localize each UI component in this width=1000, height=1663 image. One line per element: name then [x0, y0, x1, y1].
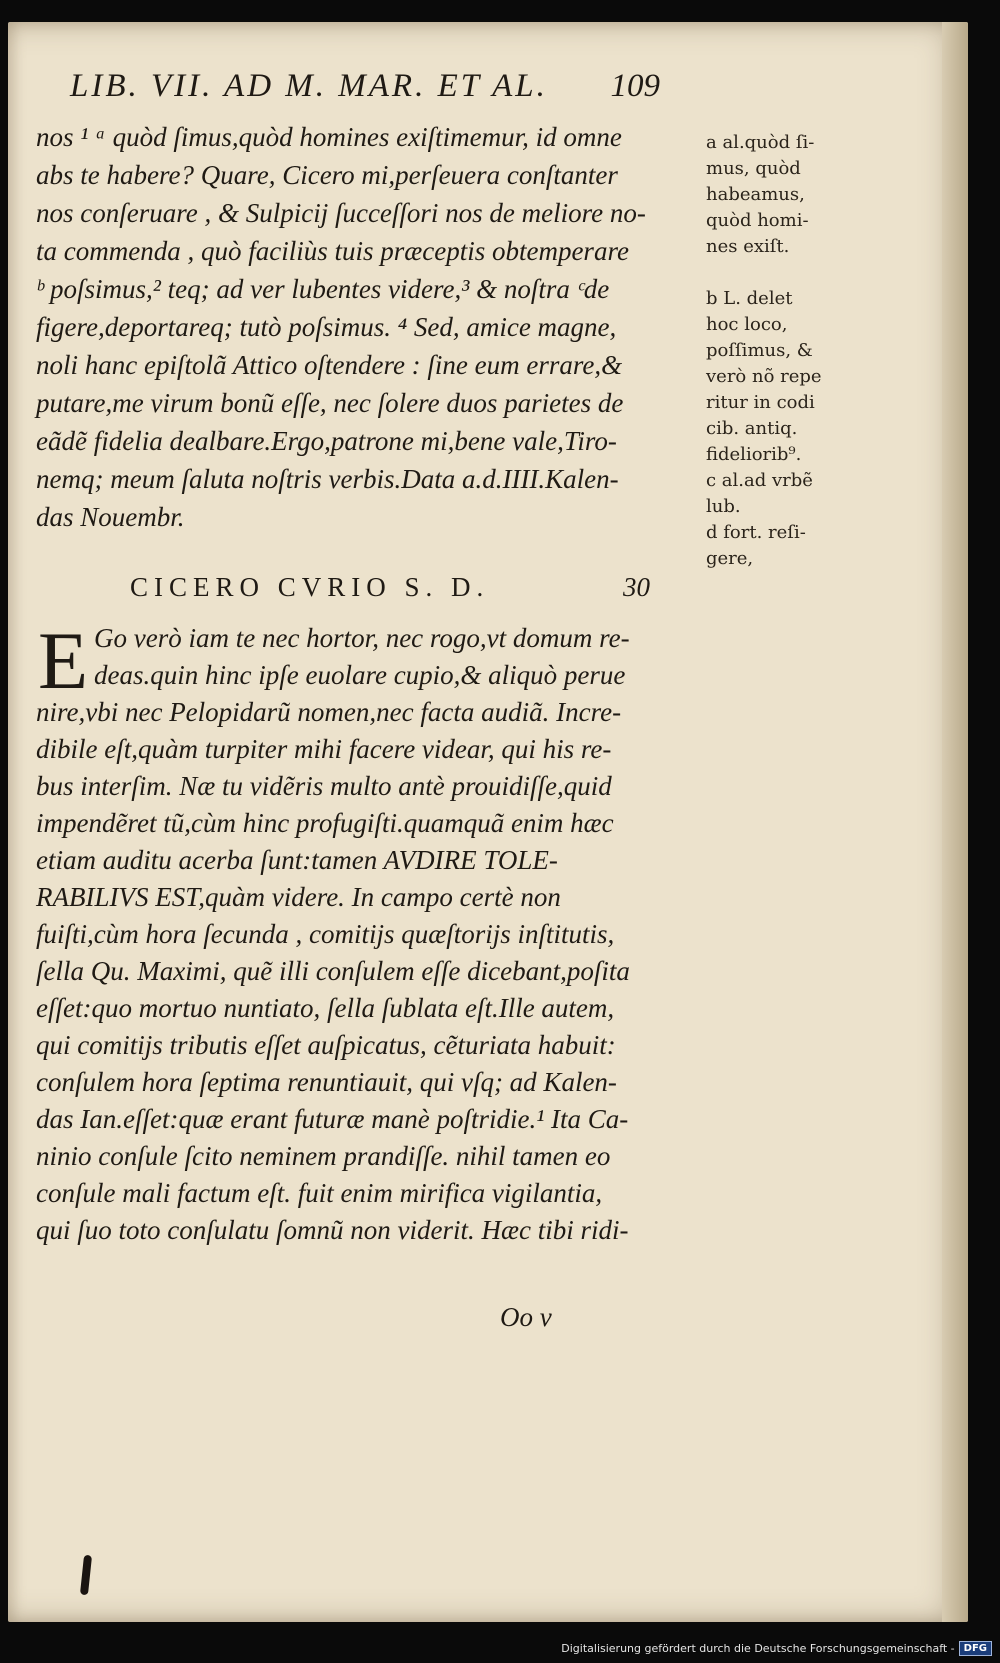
text-line: conſulem hora ſeptima renuntiauit, qui vſq; ad Kalen-: [36, 1067, 617, 1097]
letter-body: [36, 615, 686, 1249]
margin-note-line: d fort. reſi-: [706, 522, 806, 543]
text-line: nemq; meum ſaluta noſtris verbis.Data a.d.IIII.Kalen-: [36, 464, 619, 494]
margin-note-line: poſſimus, &: [706, 340, 813, 361]
drop-capital: E: [38, 615, 89, 706]
text-line: conſule mali factum eſt. fuit enim mirifica vigilantia,: [36, 1178, 603, 1208]
margin-note-line: cib. antiq.: [706, 418, 798, 439]
text-line: eſſet:quo mortuo nuntiato, ſella ſublata eſt.Ille autem,: [36, 993, 615, 1023]
page-edge: [942, 22, 968, 1622]
running-title: LIB. VII. AD M. MAR. ET AL.: [70, 68, 548, 104]
margin-note-line: hoc loco,: [706, 314, 788, 335]
margin-note-line: quòd homi-: [706, 210, 809, 231]
text-line: das Ian.eſſet:quæ erant futuræ manè poſtridie.¹ Ita Ca-: [36, 1104, 629, 1134]
margin-note-line: ritur in codi: [706, 392, 815, 413]
text-line: figere,deportareq; tutò poſsimus. ⁴ Sed, amice magne,: [36, 312, 617, 342]
margin-note-line: gere,: [706, 548, 754, 569]
text-line: RABILIVS EST,quàm videre. In campo certè non: [36, 882, 561, 912]
text-line: impendẽret tũ,cùm hinc profugiſti.quamquã enim hæc: [36, 808, 614, 838]
margin-note-line: fideliorib⁹.: [706, 444, 802, 465]
margin-note-line: habeamus,: [706, 184, 805, 205]
folio-number: 109: [610, 68, 660, 104]
margin-note-line: mus, quòd: [706, 158, 801, 179]
text-line: ta commenda , quò faciliùs tuis præceptis obtemperare: [36, 236, 629, 266]
running-header: [70, 68, 660, 108]
text-line: putare,me virum bonũ eſſe, nec ſolere duos parietes de: [36, 388, 624, 418]
text-line: bus interſim. Næ tu vidẽris multo antè prouidiſſe,quid: [36, 771, 612, 801]
text-line: noli hanc epiſtolã Attico oſtendere : ſine eum errare,&: [36, 350, 623, 380]
text-line: abs te habere? Quare, Cicero mi,perſeuera conſtanter: [36, 160, 618, 190]
text-line: Go verò iam te nec hortor, nec rogo,vt domum re-: [94, 623, 630, 653]
text-line: etiam auditu acerba ſunt:tamen AVDIRE TOLE-: [36, 845, 558, 875]
text-line: eãdẽ fidelia dealbare.Ergo,patrone mi,bene vale,Tiro-: [36, 426, 617, 456]
margin-gap: [706, 260, 856, 286]
text-line: qui ſuo toto conſulatu ſomnũ non viderit. Hæc tibi ridi-: [36, 1215, 629, 1245]
text-line: nos conſeruare , & Sulpicij ſucceſſori nos de meliore no-: [36, 198, 646, 228]
text-line: fuiſti,cùm hora ſecunda , comitijs quæſtorijs inſtitutis,: [36, 919, 615, 949]
text-line: nos ¹ ᵃ quòd ſimus,quòd homines exiſtimemur, id omne: [36, 122, 622, 152]
text-line: ninio conſule ſcito neminem prandiſſe. nihil tamen eo: [36, 1141, 611, 1171]
margin-note-line: lub.: [706, 496, 741, 517]
margin-note-line: b L. delet: [706, 288, 793, 309]
catchword-signature: Oo v: [500, 1302, 552, 1332]
text-line: das Nouembr.: [36, 502, 185, 532]
dfg-logo: DFG: [959, 1641, 992, 1656]
text-line: deas.quin hinc ipſe euolare cupio,& aliquò perue: [94, 660, 626, 690]
digitization-footer: [561, 1637, 992, 1659]
footer-credit: Digitalisierung gefördert durch die Deutsche Forschungsgemeinschaft -: [561, 1641, 955, 1655]
text-line: qui comitijs tributis eſſet auſpicatus, cẽturiata habuit:: [36, 1030, 616, 1060]
margin-note-line: verò nõ repe: [706, 366, 822, 387]
margin-note-line: nes exiſt.: [706, 236, 790, 257]
text-line: ſella Qu. Maximi, quẽ illi conſulem eſſe dicebant,poſita: [36, 956, 630, 986]
letter-heading: [130, 572, 650, 612]
letter-number: 30: [623, 572, 650, 602]
main-text-block: [36, 118, 686, 536]
margin-note-line: c al.ad vrbẽ: [706, 470, 813, 491]
text-line: nire,vbi nec Pelopidarũ nomen,nec facta audiã. Incre-: [36, 697, 622, 727]
marginal-notes: [706, 130, 856, 572]
letter-title: CICERO CVRIO S. D.: [130, 572, 490, 602]
text-line: dibile eſt,quàm turpiter mihi facere videar, qui his re-: [36, 734, 612, 764]
margin-note-line: a al.quòd ſi-: [706, 132, 815, 153]
text-line: ᵇ poſsimus,² teq; ad ver lubentes videre,³ & noſtra ᶜde: [36, 274, 610, 304]
